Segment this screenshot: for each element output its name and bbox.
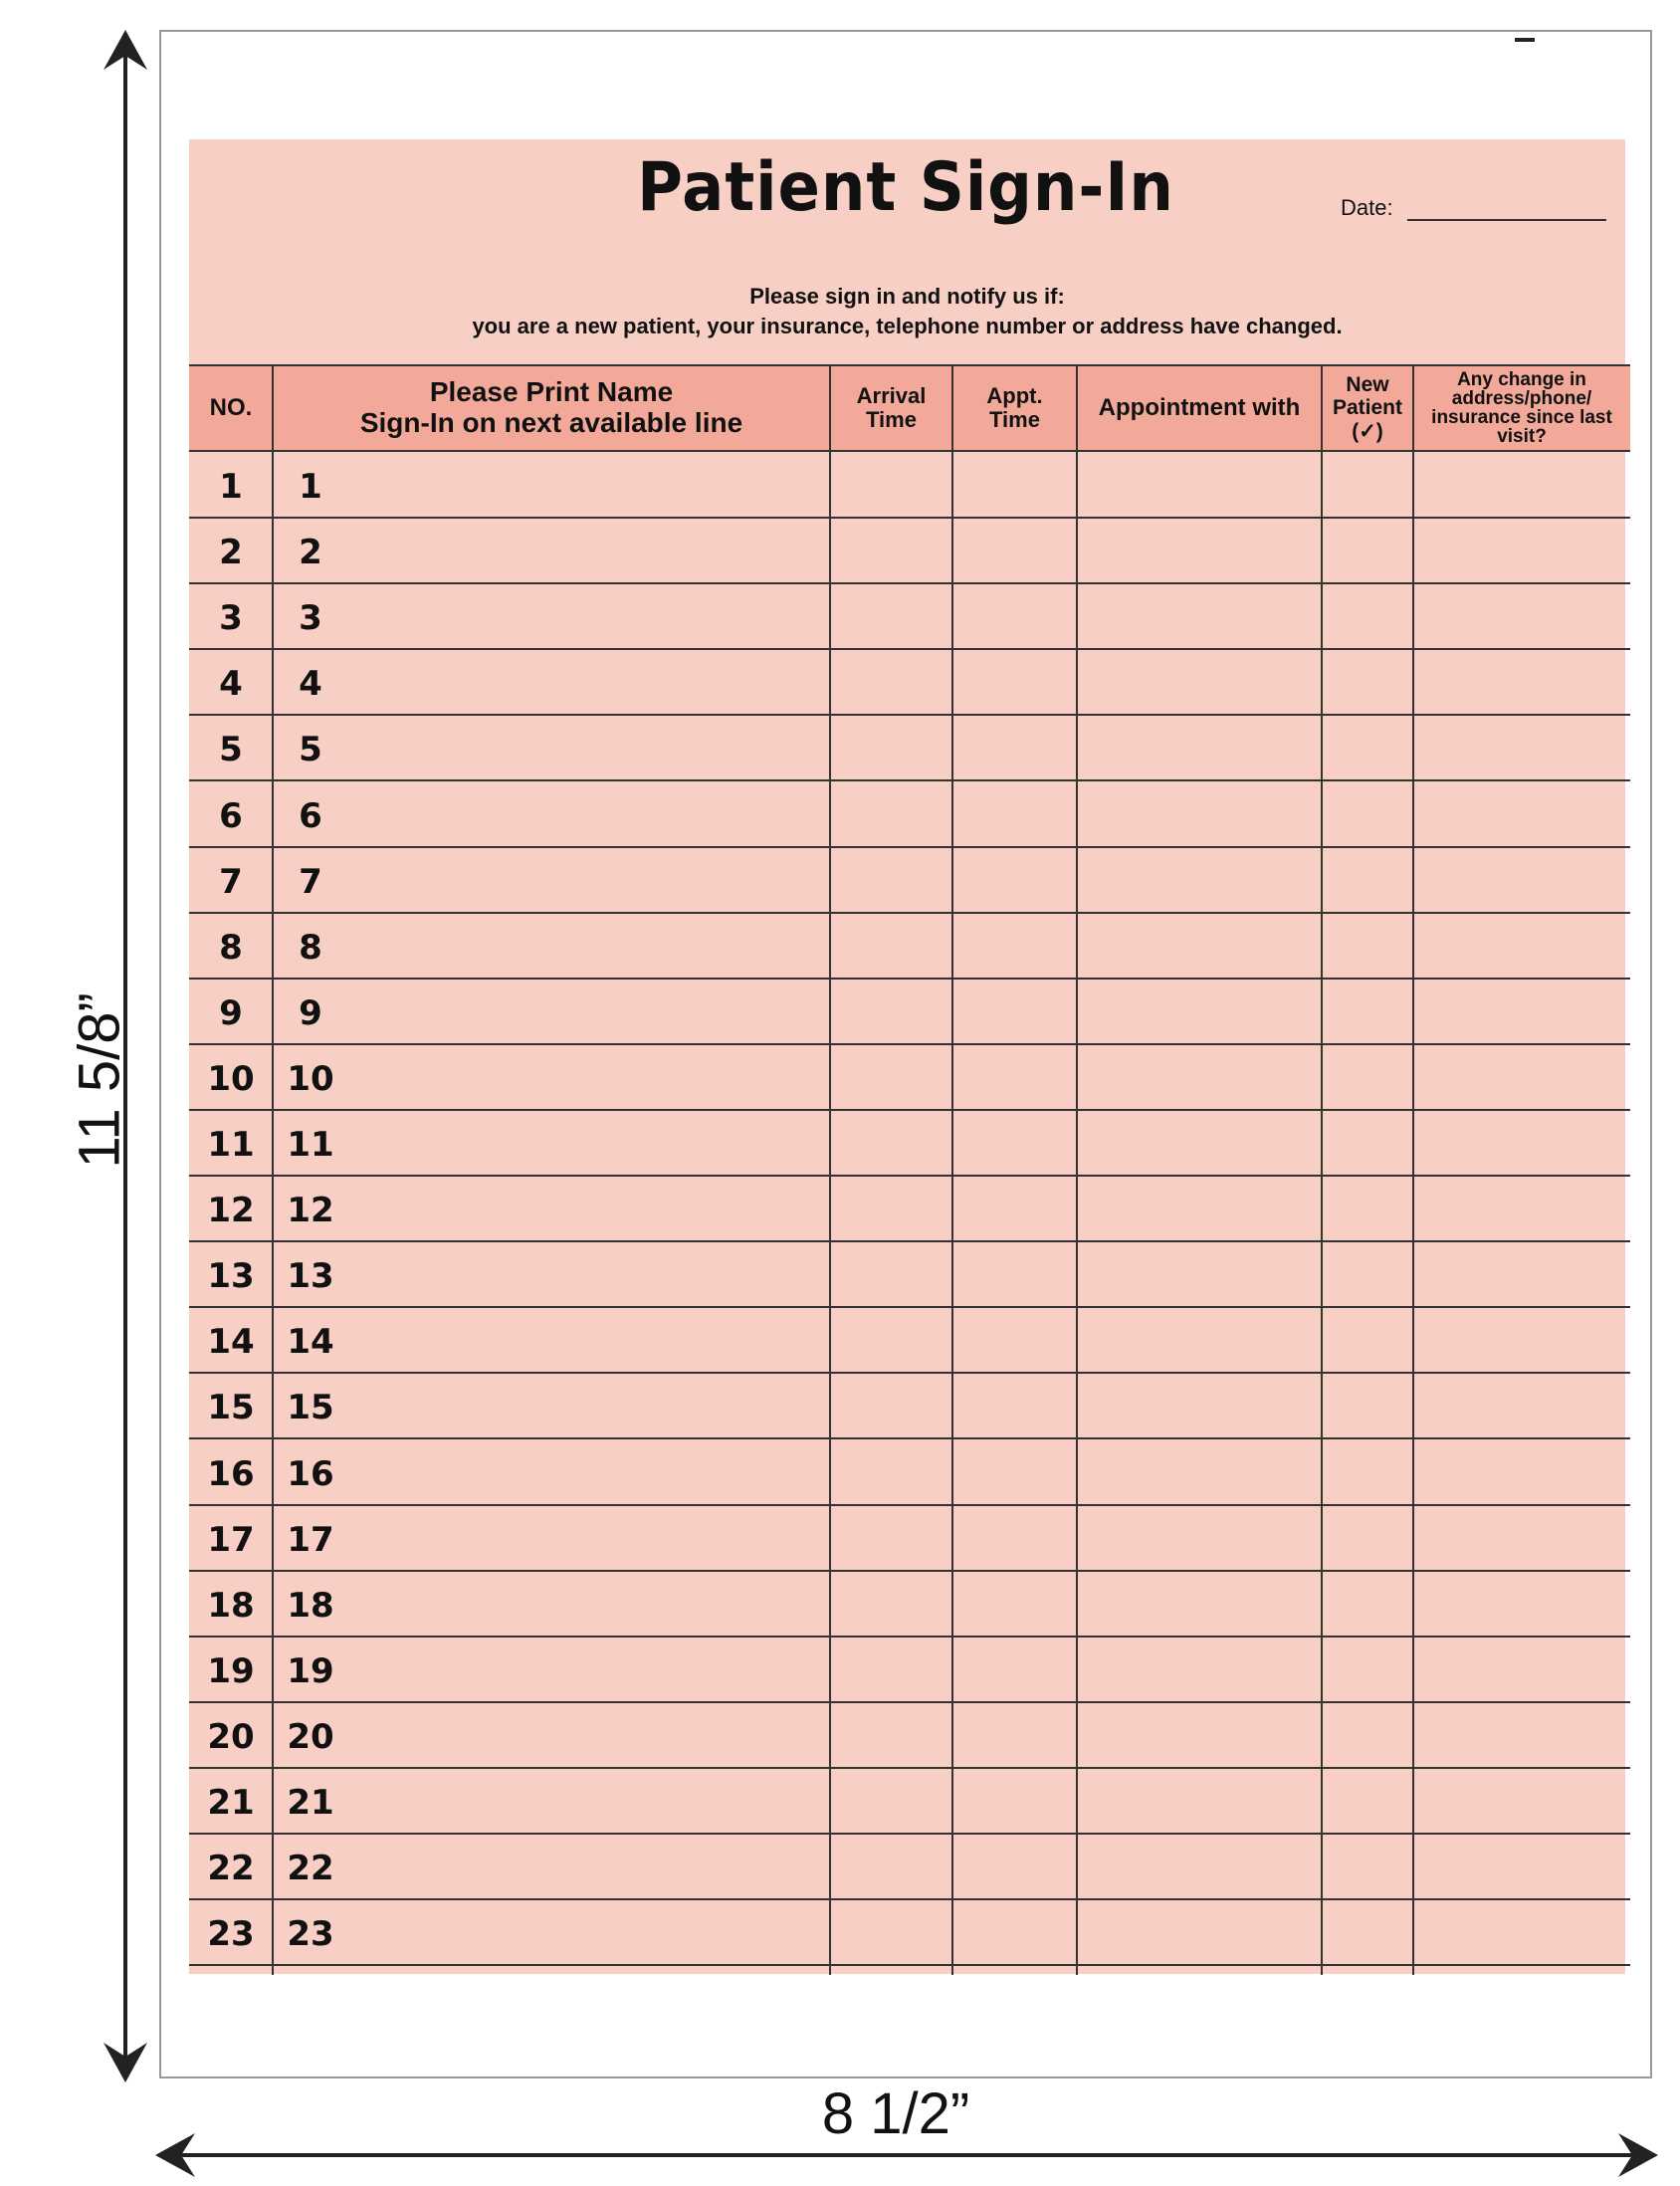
arrival-time-cell[interactable]: [830, 1637, 952, 1702]
any-change-cell[interactable]: [1413, 452, 1630, 518]
name-line-number: 23: [287, 1914, 334, 1955]
appointment-with-cell[interactable]: [1077, 979, 1322, 1044]
appt-time-cell[interactable]: [952, 1439, 1077, 1505]
table-row: [189, 452, 1630, 518]
appt-time-cell[interactable]: [952, 583, 1077, 649]
name-cell[interactable]: [273, 1176, 830, 1241]
new-patient-cell[interactable]: [1322, 1505, 1413, 1571]
name-line-number: 5: [299, 730, 322, 770]
name-line-number: 16: [287, 1453, 334, 1494]
row-number: 19: [207, 1650, 255, 1691]
row-number: 21: [207, 1783, 255, 1823]
name-line-number: 2: [299, 533, 322, 573]
appt-time-cell[interactable]: [952, 1571, 1077, 1637]
any-change-cell[interactable]: [1413, 1439, 1630, 1505]
arrival-time-cell[interactable]: [830, 1110, 952, 1176]
arrival-time-cell[interactable]: [830, 583, 952, 649]
appointment-with-cell[interactable]: [1077, 1637, 1322, 1702]
name-line-number: 3: [299, 598, 322, 639]
name-line-number: 6: [299, 795, 322, 836]
new-patient-cell[interactable]: [1322, 1571, 1413, 1637]
arrow-left-icon: [155, 2133, 199, 2177]
new-patient-cell[interactable]: [1322, 1439, 1413, 1505]
row-number: 16: [207, 1453, 255, 1494]
arrival-time-cell[interactable]: [830, 715, 952, 780]
appointment-with-cell[interactable]: [1077, 1176, 1322, 1241]
new-patient-cell[interactable]: [1322, 1768, 1413, 1834]
appointment-with-cell[interactable]: [1077, 1439, 1322, 1505]
new-patient-cell[interactable]: [1322, 1373, 1413, 1438]
table-row: [189, 715, 1630, 780]
appt-time-cell[interactable]: [952, 1373, 1077, 1438]
new-patient-cell[interactable]: [1322, 1241, 1413, 1307]
page-title: Patient Sign-In: [637, 148, 1174, 227]
row-number: 1: [219, 467, 243, 507]
appointment-with-cell[interactable]: [1077, 913, 1322, 979]
name-line-number: 22: [287, 1849, 334, 1889]
arrival-time-cell[interactable]: [830, 781, 952, 847]
arrival-time-cell[interactable]: [830, 1373, 952, 1438]
appointment-with-cell[interactable]: [1077, 1899, 1322, 1965]
date-blank-line[interactable]: [1407, 201, 1606, 221]
appt-time-cell[interactable]: [952, 649, 1077, 715]
arrival-time-cell[interactable]: [830, 452, 952, 518]
name-cell[interactable]: [273, 649, 830, 715]
new-patient-cell[interactable]: [1322, 715, 1413, 780]
name-line-number: 18: [287, 1585, 334, 1626]
name-line-number: 20: [287, 1716, 334, 1757]
appointment-with-cell[interactable]: [1077, 1307, 1322, 1373]
appt-time-cell[interactable]: [952, 1307, 1077, 1373]
new-patient-cell[interactable]: [1322, 583, 1413, 649]
appt-time-cell[interactable]: [952, 1505, 1077, 1571]
name-line-number: 10: [287, 1058, 334, 1099]
table-row: [189, 1241, 1630, 1307]
any-change-cell[interactable]: [1413, 1110, 1630, 1176]
table-row: [189, 1505, 1630, 1571]
name-cell[interactable]: [273, 452, 830, 518]
appt-time-cell[interactable]: [952, 1241, 1077, 1307]
header-appointment-with: Appointment with: [1098, 393, 1301, 421]
table-row: [189, 1571, 1630, 1637]
corner-tick-mark: [1515, 38, 1535, 42]
row-number: 15: [207, 1388, 255, 1428]
table-row: [189, 583, 1630, 649]
row-number: 13: [207, 1256, 255, 1297]
name-cell[interactable]: [273, 1439, 830, 1505]
name-cell[interactable]: [273, 1702, 830, 1768]
appt-time-cell[interactable]: [952, 781, 1077, 847]
header-arrival-time: Arrival Time: [856, 382, 927, 432]
any-change-cell[interactable]: [1413, 715, 1630, 780]
row-number: 3: [219, 598, 243, 639]
header-appt-time: Appt. Time: [986, 382, 1043, 432]
appt-time-cell[interactable]: [952, 452, 1077, 518]
date-label: Date:: [1341, 195, 1393, 220]
appt-time-cell[interactable]: [952, 1899, 1077, 1965]
row-number: 18: [207, 1585, 255, 1626]
appt-time-cell[interactable]: [952, 1834, 1077, 1899]
appt-time-cell[interactable]: [952, 1637, 1077, 1702]
any-change-cell[interactable]: [1413, 1571, 1630, 1637]
new-patient-cell[interactable]: [1322, 913, 1413, 979]
arrival-time-cell[interactable]: [830, 1702, 952, 1768]
table-row: [189, 649, 1630, 715]
appt-time-cell[interactable]: [952, 1702, 1077, 1768]
name-cell[interactable]: [273, 1834, 830, 1899]
table-row: [189, 1834, 1630, 1899]
row-number: 17: [207, 1519, 255, 1560]
row-number: 9: [219, 992, 243, 1033]
any-change-cell[interactable]: [1413, 1373, 1630, 1438]
any-change-cell[interactable]: [1413, 649, 1630, 715]
any-change-cell[interactable]: [1413, 518, 1630, 583]
any-change-cell[interactable]: [1413, 913, 1630, 979]
instruction-line-1: Please sign in and notify us if:: [749, 284, 1065, 309]
appt-time-cell[interactable]: [952, 715, 1077, 780]
new-patient-cell[interactable]: [1322, 1307, 1413, 1373]
row-number: 7: [219, 861, 243, 902]
new-patient-cell[interactable]: [1322, 518, 1413, 583]
width-dimension-label: 8 1/2”: [821, 2081, 970, 2146]
appointment-with-cell[interactable]: [1077, 1702, 1322, 1768]
arrival-time-cell[interactable]: [830, 979, 952, 1044]
table-row: [189, 1110, 1630, 1176]
any-change-cell[interactable]: [1413, 1044, 1630, 1110]
table-row: [189, 518, 1630, 583]
appointment-with-cell[interactable]: [1077, 1373, 1322, 1438]
name-cell[interactable]: [273, 913, 830, 979]
appt-time-cell[interactable]: [952, 1768, 1077, 1834]
name-line-number: 9: [299, 992, 322, 1033]
name-line-number: 21: [287, 1783, 334, 1823]
sign-in-table: [189, 364, 1630, 1975]
header-new-patient: New Patient (✓): [1332, 373, 1402, 443]
new-patient-cell[interactable]: [1322, 847, 1413, 913]
appt-time-cell[interactable]: [952, 847, 1077, 913]
any-change-cell[interactable]: [1413, 1176, 1630, 1241]
appointment-with-cell[interactable]: [1077, 715, 1322, 780]
new-patient-cell[interactable]: [1322, 452, 1413, 518]
name-cell[interactable]: [273, 1637, 830, 1702]
header-no: NO.: [209, 393, 253, 421]
appt-time-cell[interactable]: [952, 1176, 1077, 1241]
new-patient-cell[interactable]: [1322, 1110, 1413, 1176]
name-cell[interactable]: [273, 1241, 830, 1307]
name-cell[interactable]: [273, 1505, 830, 1571]
table-row: [189, 1176, 1630, 1241]
name-cell[interactable]: [273, 979, 830, 1044]
row-number: 4: [219, 664, 243, 705]
row-number: 12: [207, 1191, 255, 1231]
name-cell[interactable]: [273, 583, 830, 649]
appointment-with-cell[interactable]: [1077, 847, 1322, 913]
instruction-line-2: you are a new patient, your insurance, telephone number or address have changed.: [472, 314, 1343, 338]
name-cell[interactable]: [273, 1044, 830, 1110]
name-cell[interactable]: [273, 1768, 830, 1834]
appointment-with-cell[interactable]: [1077, 1241, 1322, 1307]
table-row: [189, 913, 1630, 979]
name-line-number: 11: [287, 1125, 334, 1165]
name-cell[interactable]: [273, 1307, 830, 1373]
any-change-cell[interactable]: [1413, 583, 1630, 649]
name-line-number: 12: [287, 1191, 334, 1231]
any-change-cell[interactable]: [1413, 979, 1630, 1044]
header-name: [273, 366, 830, 450]
arrival-time-cell[interactable]: [830, 518, 952, 583]
new-patient-cell[interactable]: [1322, 1176, 1413, 1241]
arrival-time-cell[interactable]: [830, 1176, 952, 1241]
table-row: [189, 1373, 1630, 1438]
table-row: [189, 847, 1630, 913]
any-change-cell[interactable]: [1413, 781, 1630, 847]
row-number: 22: [207, 1849, 255, 1889]
header-any-change: Any change in address/phone/ insurance since last visit?: [1431, 369, 1612, 447]
table-row: [189, 1307, 1630, 1373]
arrival-time-cell[interactable]: [830, 1044, 952, 1110]
row-number: 8: [219, 927, 243, 968]
any-change-cell[interactable]: [1413, 1307, 1630, 1373]
date-field[interactable]: [1341, 195, 1606, 221]
name-line-number: 4: [299, 664, 322, 705]
arrival-time-cell[interactable]: [830, 1899, 952, 1965]
appointment-with-cell[interactable]: [1077, 1044, 1322, 1110]
new-patient-cell[interactable]: [1322, 979, 1413, 1044]
any-change-cell[interactable]: [1413, 1899, 1630, 1965]
new-patient-cell[interactable]: [1322, 1637, 1413, 1702]
any-change-cell[interactable]: [1413, 847, 1630, 913]
appointment-with-cell[interactable]: [1077, 583, 1322, 649]
name-cell[interactable]: [273, 1571, 830, 1637]
name-line-number: 7: [299, 861, 322, 902]
name-line-number: 17: [287, 1519, 334, 1560]
row-number: 6: [219, 795, 243, 836]
new-patient-cell[interactable]: [1322, 1899, 1413, 1965]
table-row: [189, 1768, 1630, 1834]
width-dimension-arrow: [159, 2153, 1652, 2157]
new-patient-cell[interactable]: [1322, 1044, 1413, 1110]
name-cell[interactable]: [273, 715, 830, 780]
arrival-time-cell[interactable]: [830, 913, 952, 979]
row-number: 5: [219, 730, 243, 770]
row-number: 20: [207, 1716, 255, 1757]
name-line-number: 14: [287, 1322, 334, 1363]
arrival-time-cell[interactable]: [830, 847, 952, 913]
arrow-down-icon: [104, 2043, 147, 2082]
table-row: [189, 781, 1630, 847]
table-row: [189, 979, 1630, 1044]
any-change-cell[interactable]: [1413, 1702, 1630, 1768]
appointment-with-cell[interactable]: [1077, 452, 1322, 518]
appointment-with-cell[interactable]: [1077, 1110, 1322, 1176]
new-patient-cell[interactable]: [1322, 649, 1413, 715]
appt-time-cell[interactable]: [952, 1044, 1077, 1110]
appointment-with-cell[interactable]: [1077, 649, 1322, 715]
arrival-time-cell[interactable]: [830, 1834, 952, 1899]
table-row: [189, 1439, 1630, 1505]
name-line-number: 8: [299, 927, 322, 968]
arrival-time-cell[interactable]: [830, 1439, 952, 1505]
appt-time-cell[interactable]: [952, 913, 1077, 979]
appt-time-cell[interactable]: [952, 518, 1077, 583]
name-line-number: 15: [287, 1388, 334, 1428]
appointment-with-cell[interactable]: [1077, 518, 1322, 583]
appointment-with-cell[interactable]: [1077, 1505, 1322, 1571]
arrival-time-cell[interactable]: [830, 1307, 952, 1373]
arrival-time-cell[interactable]: [830, 1241, 952, 1307]
name-cell[interactable]: [273, 518, 830, 583]
name-line-number: 13: [287, 1256, 334, 1297]
appointment-with-cell[interactable]: [1077, 781, 1322, 847]
any-change-cell[interactable]: [1413, 1637, 1630, 1702]
any-change-cell[interactable]: [1413, 1241, 1630, 1307]
height-dimension-label: 11 5/8”: [67, 992, 132, 1169]
arrow-right-icon: [1614, 2133, 1658, 2177]
row-divider: [189, 1964, 1630, 1966]
new-patient-cell[interactable]: [1322, 1702, 1413, 1768]
row-number: 11: [207, 1125, 255, 1165]
row-number: 23: [207, 1914, 255, 1955]
arrival-time-cell[interactable]: [830, 1505, 952, 1571]
name-cell[interactable]: [273, 1373, 830, 1438]
any-change-cell[interactable]: [1413, 1505, 1630, 1571]
new-patient-cell[interactable]: [1322, 1834, 1413, 1899]
appointment-with-cell[interactable]: [1077, 1768, 1322, 1834]
name-cell[interactable]: [273, 781, 830, 847]
table-row: [189, 1899, 1630, 1965]
arrival-time-cell[interactable]: [830, 1571, 952, 1637]
name-cell[interactable]: [273, 847, 830, 913]
arrival-time-cell[interactable]: [830, 649, 952, 715]
any-change-cell[interactable]: [1413, 1834, 1630, 1899]
arrow-up-icon: [104, 30, 147, 70]
table-row: [189, 1702, 1630, 1768]
appt-time-cell[interactable]: [952, 1110, 1077, 1176]
appointment-with-cell[interactable]: [1077, 1571, 1322, 1637]
appointment-with-cell[interactable]: [1077, 1834, 1322, 1899]
table-row: [189, 1044, 1630, 1110]
arrival-time-cell[interactable]: [830, 1768, 952, 1834]
new-patient-cell[interactable]: [1322, 781, 1413, 847]
header-name-line2: Sign-In on next available line: [359, 407, 743, 438]
name-line-number: 19: [287, 1650, 334, 1691]
any-change-cell[interactable]: [1413, 1768, 1630, 1834]
header-name-line1: Please Print Name: [429, 376, 674, 408]
name-cell[interactable]: [273, 1110, 830, 1176]
appt-time-cell[interactable]: [952, 979, 1077, 1044]
table-row: [189, 1637, 1630, 1702]
row-number: 14: [207, 1322, 255, 1363]
row-number: 10: [207, 1058, 255, 1099]
name-cell[interactable]: [273, 1899, 830, 1965]
row-number: 2: [219, 533, 243, 573]
name-line-number: 1: [299, 467, 322, 507]
